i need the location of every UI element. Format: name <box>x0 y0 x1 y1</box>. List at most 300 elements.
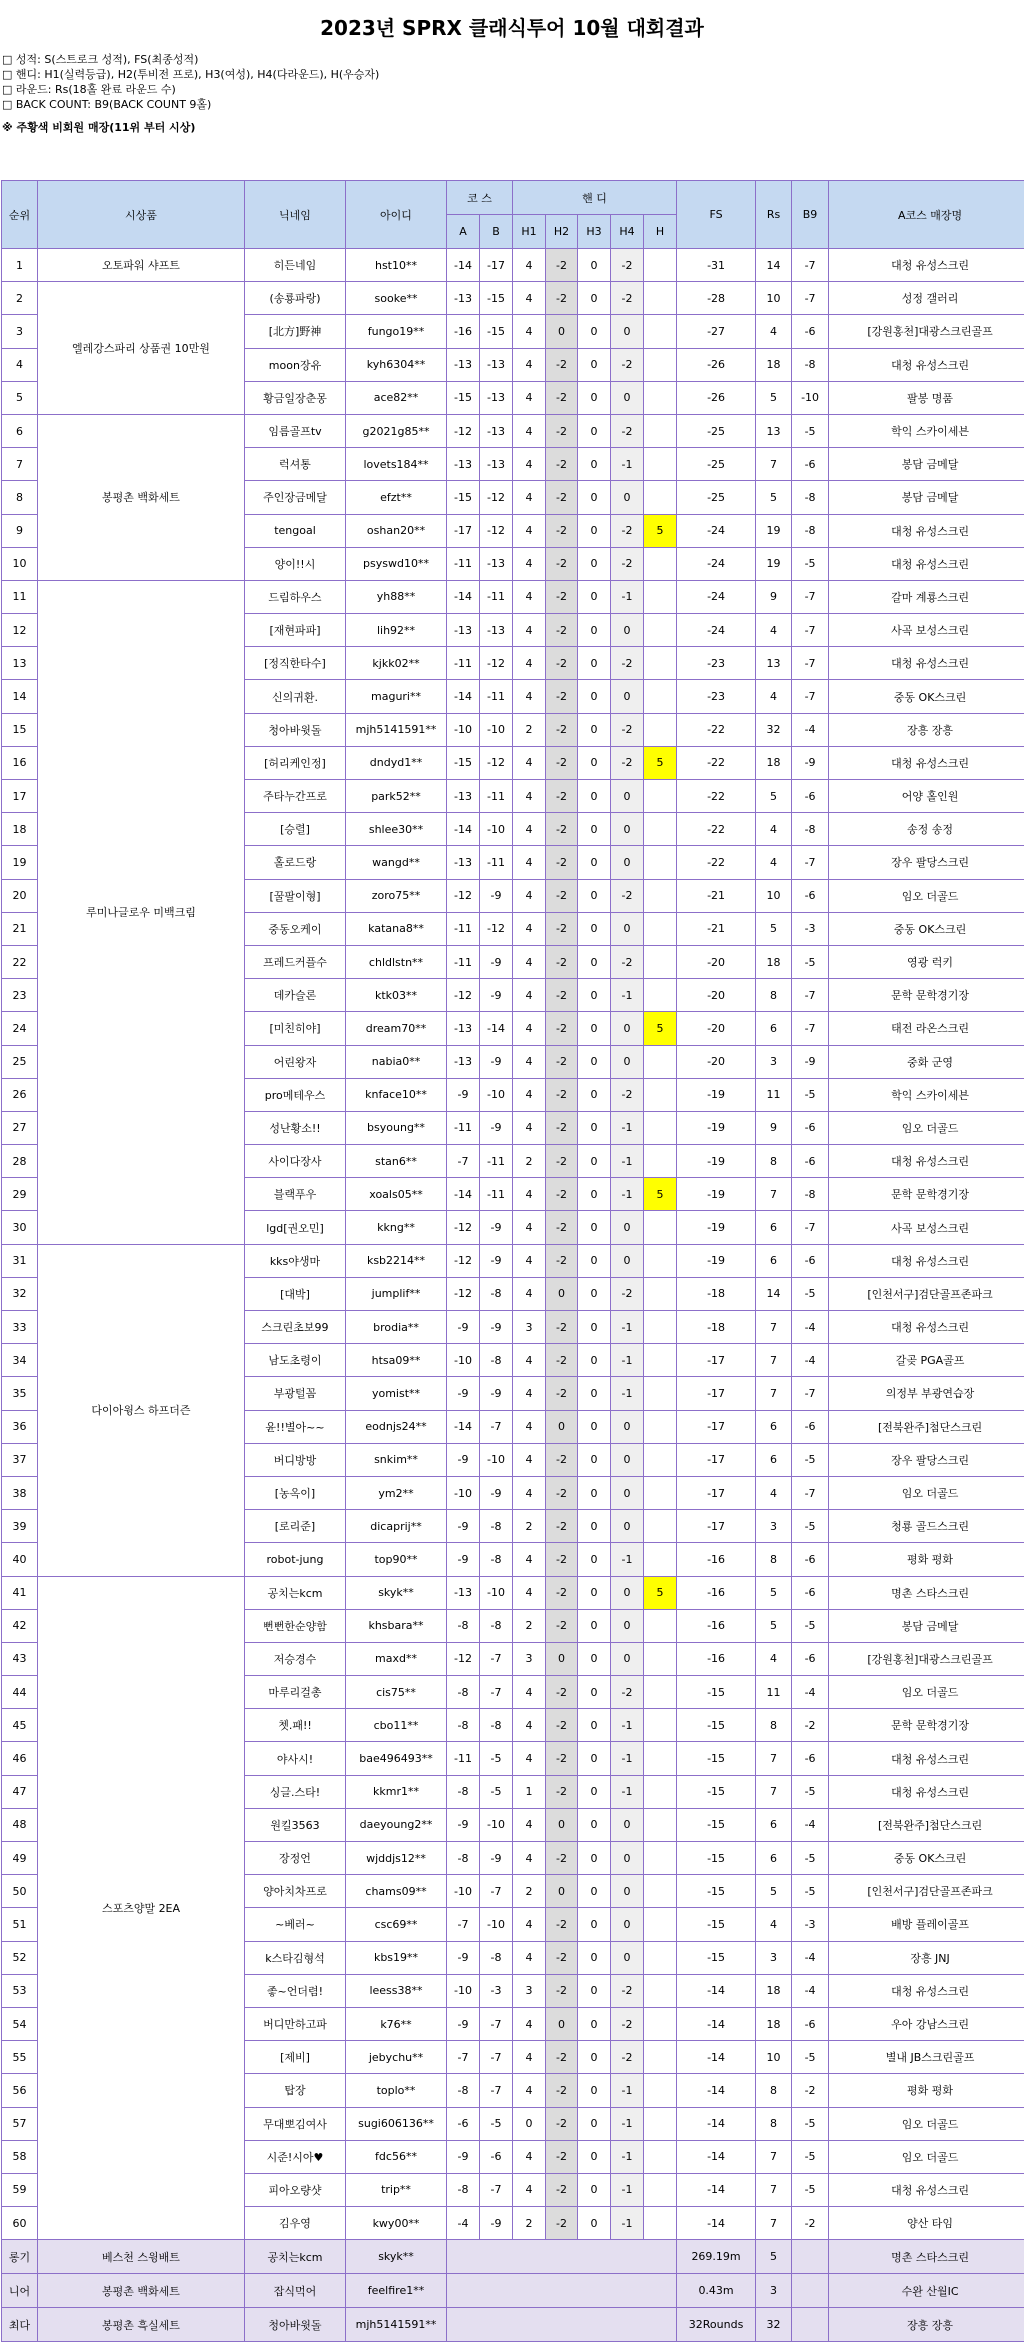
h4-cell: 0 <box>611 680 644 713</box>
h-cell: 5 <box>644 746 677 779</box>
rs-cell: 8 <box>756 1145 792 1178</box>
store-cell: 대청 유성스크린 <box>829 746 1024 779</box>
a-cell: -14 <box>447 249 480 282</box>
rs-cell: 7 <box>756 2173 792 2206</box>
nick-cell: 히든네임 <box>245 249 346 282</box>
h1-cell: 4 <box>513 481 546 514</box>
fs-cell: -18 <box>677 1311 756 1344</box>
b-cell: -8 <box>480 1277 513 1310</box>
h-cell <box>644 348 677 381</box>
h4-cell: 0 <box>611 481 644 514</box>
a-cell: -15 <box>447 746 480 779</box>
rank-cell: 43 <box>2 1642 38 1675</box>
id-cell: chams09** <box>346 1875 447 1908</box>
a-cell: -12 <box>447 1277 480 1310</box>
h1-cell: 4 <box>513 1111 546 1144</box>
award-prize-cell: 베스천 스윙배트 <box>38 2240 245 2274</box>
a-cell: -16 <box>447 315 480 348</box>
h-cell <box>644 2207 677 2240</box>
rank-cell: 29 <box>2 1178 38 1211</box>
h2-cell: -2 <box>546 1510 578 1543</box>
rs-cell: 14 <box>756 1277 792 1310</box>
b9-cell: -4 <box>792 713 829 746</box>
h3-cell: 0 <box>578 1709 611 1742</box>
h1-cell: 4 <box>513 1543 546 1576</box>
award-id-cell: skyk** <box>346 2240 447 2274</box>
h3-cell: 0 <box>578 614 611 647</box>
nick-cell: 남도초령이 <box>245 1344 346 1377</box>
a-cell: -15 <box>447 381 480 414</box>
fs-cell: -14 <box>677 2140 756 2173</box>
b9-cell: -6 <box>792 1576 829 1609</box>
nick-cell: [제비] <box>245 2041 346 2074</box>
store-cell: 갈곶 PGA골프 <box>829 1344 1024 1377</box>
fs-cell: -31 <box>677 249 756 282</box>
rank-cell: 57 <box>2 2107 38 2140</box>
b9-cell: -7 <box>792 1476 829 1509</box>
h-cell <box>644 780 677 813</box>
h3-cell: 0 <box>578 2207 611 2240</box>
id-cell: bae496493** <box>346 1742 447 1775</box>
a-cell: -9 <box>447 2140 480 2173</box>
fs-cell: -14 <box>677 2041 756 2074</box>
store-cell: [인천서구]검단골프존파크 <box>829 1277 1024 1310</box>
h3-cell: 0 <box>578 1742 611 1775</box>
nick-cell: [허리케인정] <box>245 746 346 779</box>
store-cell: 장우 팔당스크린 <box>829 1443 1024 1476</box>
nick-cell: [꿀팔이형] <box>245 879 346 912</box>
a-cell: -13 <box>447 846 480 879</box>
header-h2: H2 <box>546 215 578 249</box>
b9-cell: -8 <box>792 348 829 381</box>
header-rs: Rs <box>756 181 792 249</box>
fs-cell: -25 <box>677 414 756 447</box>
h3-cell: 0 <box>578 348 611 381</box>
rank-cell: 54 <box>2 2007 38 2040</box>
rs-cell: 5 <box>756 780 792 813</box>
h2-cell: 0 <box>546 1875 578 1908</box>
b9-cell: -5 <box>792 945 829 978</box>
prize-cell: 스포츠양말 2EA <box>38 1576 245 2240</box>
h4-cell: -2 <box>611 1277 644 1310</box>
h3-cell: 0 <box>578 1476 611 1509</box>
store-cell: 대청 유성스크린 <box>829 547 1024 580</box>
b-cell: -9 <box>480 979 513 1012</box>
a-cell: -12 <box>447 1642 480 1675</box>
h-cell <box>644 1078 677 1111</box>
h2-cell: -2 <box>546 879 578 912</box>
store-cell: 장우 팔당스크린 <box>829 846 1024 879</box>
h1-cell: 3 <box>513 1311 546 1344</box>
b-cell: -8 <box>480 1510 513 1543</box>
h2-cell: -2 <box>546 348 578 381</box>
rs-cell: 7 <box>756 1344 792 1377</box>
store-cell: 태전 라온스크린 <box>829 1012 1024 1045</box>
h4-cell: -2 <box>611 945 644 978</box>
store-cell: 사곡 보성스크린 <box>829 614 1024 647</box>
rank-cell: 52 <box>2 1941 38 1974</box>
id-cell: ktk03** <box>346 979 447 1012</box>
table-row <box>2 580 1024 613</box>
b-cell: -11 <box>480 580 513 613</box>
h4-cell: 0 <box>611 1045 644 1078</box>
a-cell: -12 <box>447 414 480 447</box>
h1-cell: 4 <box>513 746 546 779</box>
nick-cell: 주타누간프로 <box>245 780 346 813</box>
fs-cell: -17 <box>677 1344 756 1377</box>
fs-cell: -22 <box>677 780 756 813</box>
b-cell: -9 <box>480 945 513 978</box>
b9-cell: -2 <box>792 2074 829 2107</box>
nick-cell: [승렬] <box>245 813 346 846</box>
h2-cell: -2 <box>546 2173 578 2206</box>
h2-cell: -2 <box>546 1443 578 1476</box>
h4-cell: -2 <box>611 2007 644 2040</box>
h3-cell: 0 <box>578 282 611 315</box>
h-cell <box>644 249 677 282</box>
rank-cell: 28 <box>2 1145 38 1178</box>
nick-cell: 프레드커플수 <box>245 945 346 978</box>
h-cell <box>644 1510 677 1543</box>
h3-cell: 0 <box>578 912 611 945</box>
rank-cell: 8 <box>2 481 38 514</box>
rs-cell: 6 <box>756 1410 792 1443</box>
rs-cell: 4 <box>756 1642 792 1675</box>
b-cell: -12 <box>480 481 513 514</box>
store-cell: [강원홍천]대광스크린골프 <box>829 1642 1024 1675</box>
fs-cell: -19 <box>677 1111 756 1144</box>
h4-cell: -1 <box>611 1742 644 1775</box>
id-cell: kkng** <box>346 1211 447 1244</box>
nick-cell: 버디방방 <box>245 1443 346 1476</box>
rs-cell: 13 <box>756 647 792 680</box>
id-cell: daeyoung2** <box>346 1808 447 1841</box>
h-cell <box>644 1875 677 1908</box>
fs-cell: -22 <box>677 846 756 879</box>
note-highlight: ※ 주황색 비회원 매장(11위 부터 시상) <box>2 120 1024 135</box>
h3-cell: 0 <box>578 1808 611 1841</box>
id-cell: lovets184** <box>346 448 447 481</box>
b-cell: -9 <box>480 879 513 912</box>
id-cell: zoro75** <box>346 879 447 912</box>
id-cell: shlee30** <box>346 813 447 846</box>
h3-cell: 0 <box>578 2173 611 2206</box>
b9-cell: -5 <box>792 1775 829 1808</box>
b9-cell: -5 <box>792 2173 829 2206</box>
table-row <box>2 414 1024 447</box>
nick-cell: 쳇.패!! <box>245 1709 346 1742</box>
b-cell: -8 <box>480 1543 513 1576</box>
rs-cell: 5 <box>756 1576 792 1609</box>
prize-cell: 루미나글로우 미백크림 <box>38 580 245 1244</box>
h-cell <box>644 580 677 613</box>
rank-cell: 1 <box>2 249 38 282</box>
b-cell: -10 <box>480 1808 513 1841</box>
h2-cell: -2 <box>546 2207 578 2240</box>
store-cell: 중동 OK스크린 <box>829 912 1024 945</box>
h4-cell: -1 <box>611 2140 644 2173</box>
h2-cell: -2 <box>546 1576 578 1609</box>
rs-cell: 18 <box>756 2007 792 2040</box>
rs-cell: 6 <box>756 1211 792 1244</box>
h-cell <box>644 481 677 514</box>
id-cell: kwy00** <box>346 2207 447 2240</box>
id-cell: eodnjs24** <box>346 1410 447 1443</box>
h1-cell: 4 <box>513 381 546 414</box>
b-cell: -6 <box>480 2140 513 2173</box>
id-cell: trip** <box>346 2173 447 2206</box>
rank-cell: 48 <box>2 1808 38 1841</box>
id-cell: xoals05** <box>346 1178 447 1211</box>
h3-cell: 0 <box>578 1311 611 1344</box>
store-cell: 대청 유성스크린 <box>829 1244 1024 1277</box>
h1-cell: 4 <box>513 1476 546 1509</box>
award-fs-cell: 269.19m <box>677 2240 756 2274</box>
b-cell: -9 <box>480 1111 513 1144</box>
id-cell: kkmr1** <box>346 1775 447 1808</box>
h4-cell: 0 <box>611 1808 644 1841</box>
note-line: □ BACK COUNT: B9(BACK COUNT 9홀) <box>2 97 1024 112</box>
award-blank-cell <box>792 2274 829 2308</box>
a-cell: -11 <box>447 945 480 978</box>
h3-cell: 0 <box>578 1277 611 1310</box>
h1-cell: 4 <box>513 547 546 580</box>
a-cell: -11 <box>447 547 480 580</box>
id-cell: knface10** <box>346 1078 447 1111</box>
a-cell: -14 <box>447 813 480 846</box>
a-cell: -8 <box>447 1709 480 1742</box>
h3-cell: 0 <box>578 514 611 547</box>
rs-cell: 18 <box>756 945 792 978</box>
b9-cell: -4 <box>792 1974 829 2007</box>
h-cell: 5 <box>644 1178 677 1211</box>
h3-cell: 0 <box>578 2107 611 2140</box>
h2-cell: -2 <box>546 2140 578 2173</box>
b9-cell: -6 <box>792 879 829 912</box>
h-cell <box>644 1443 677 1476</box>
h2-cell: -2 <box>546 2107 578 2140</box>
h3-cell: 0 <box>578 1377 611 1410</box>
rs-cell: 4 <box>756 1476 792 1509</box>
b9-cell: -6 <box>792 1145 829 1178</box>
page-title: 2023년 SPRX 클래식투어 10월 대회결과 <box>0 0 1024 52</box>
h-cell <box>644 1642 677 1675</box>
nick-cell: kks야생마 <box>245 1244 346 1277</box>
b-cell: -7 <box>480 1875 513 1908</box>
rs-cell: 7 <box>756 1178 792 1211</box>
b-cell: -14 <box>480 1012 513 1045</box>
a-cell: -13 <box>447 282 480 315</box>
nick-cell: 럭셔통 <box>245 448 346 481</box>
h2-cell: 0 <box>546 1642 578 1675</box>
fs-cell: -24 <box>677 514 756 547</box>
fs-cell: -15 <box>677 1908 756 1941</box>
header-prize: 시상품 <box>38 181 245 249</box>
rank-cell: 4 <box>2 348 38 381</box>
rs-cell: 6 <box>756 1808 792 1841</box>
a-cell: -13 <box>447 348 480 381</box>
h-cell: 5 <box>644 514 677 547</box>
b-cell: -15 <box>480 315 513 348</box>
a-cell: -11 <box>447 1742 480 1775</box>
nick-cell: k스타김형석 <box>245 1941 346 1974</box>
b9-cell: -7 <box>792 249 829 282</box>
header-h3: H3 <box>578 215 611 249</box>
h1-cell: 4 <box>513 514 546 547</box>
a-cell: -11 <box>447 1111 480 1144</box>
h2-cell: -2 <box>546 1709 578 1742</box>
a-cell: -10 <box>447 1974 480 2007</box>
b9-cell: -6 <box>792 1543 829 1576</box>
h3-cell: 0 <box>578 381 611 414</box>
fs-cell: -19 <box>677 1244 756 1277</box>
rank-cell: 58 <box>2 2140 38 2173</box>
header-h1: H1 <box>513 215 546 249</box>
prize-cell: 엘레강스파리 상품권 10만원 <box>38 282 245 415</box>
rank-cell: 45 <box>2 1709 38 1742</box>
h3-cell: 0 <box>578 2074 611 2107</box>
award-label-cell: 롱기 <box>2 2240 38 2274</box>
header-store: A코스 매장명 <box>829 181 1024 249</box>
b-cell: -8 <box>480 1344 513 1377</box>
nick-cell: 원킬3563 <box>245 1808 346 1841</box>
id-cell: toplo** <box>346 2074 447 2107</box>
h4-cell: -2 <box>611 1078 644 1111</box>
store-cell: 임오 더골드 <box>829 879 1024 912</box>
b9-cell: -9 <box>792 1045 829 1078</box>
h1-cell: 4 <box>513 2041 546 2074</box>
h1-cell: 4 <box>513 1012 546 1045</box>
h-cell: 5 <box>644 1012 677 1045</box>
rank-cell: 36 <box>2 1410 38 1443</box>
id-cell: lih92** <box>346 614 447 647</box>
a-cell: -9 <box>447 1543 480 1576</box>
store-cell: 중동 OK스크린 <box>829 680 1024 713</box>
h-cell <box>644 1676 677 1709</box>
nick-cell: 야사시! <box>245 1742 346 1775</box>
a-cell: -10 <box>447 1344 480 1377</box>
h1-cell: 2 <box>513 713 546 746</box>
store-cell: 대청 유성스크린 <box>829 348 1024 381</box>
b-cell: -9 <box>480 1311 513 1344</box>
h4-cell: -2 <box>611 647 644 680</box>
fs-cell: -15 <box>677 1875 756 1908</box>
h1-cell: 2 <box>513 1510 546 1543</box>
h2-cell: -2 <box>546 448 578 481</box>
b-cell: -13 <box>480 448 513 481</box>
id-cell: kyh6304** <box>346 348 447 381</box>
rs-cell: 5 <box>756 1875 792 1908</box>
nick-cell: 사이다장사 <box>245 1145 346 1178</box>
id-cell: cbo11** <box>346 1709 447 1742</box>
a-cell: -14 <box>447 1178 480 1211</box>
rs-cell: 7 <box>756 1311 792 1344</box>
award-fs-cell: 0.43m <box>677 2274 756 2308</box>
id-cell: dicaprij** <box>346 1510 447 1543</box>
store-cell: 문학 문학경기장 <box>829 1178 1024 1211</box>
rank-cell: 9 <box>2 514 38 547</box>
rs-cell: 8 <box>756 1709 792 1742</box>
h4-cell: -2 <box>611 547 644 580</box>
rs-cell: 4 <box>756 846 792 879</box>
h-cell <box>644 1808 677 1841</box>
h4-cell: 0 <box>611 813 644 846</box>
h-cell <box>644 1211 677 1244</box>
id-cell: jumplif** <box>346 1277 447 1310</box>
rs-cell: 5 <box>756 1609 792 1642</box>
h-cell <box>644 1974 677 2007</box>
b-cell: -10 <box>480 1443 513 1476</box>
rs-cell: 8 <box>756 2107 792 2140</box>
h2-cell: -2 <box>546 249 578 282</box>
h1-cell: 3 <box>513 1642 546 1675</box>
h-cell <box>644 1775 677 1808</box>
h4-cell: -1 <box>611 1145 644 1178</box>
nick-cell: 중동오케이 <box>245 912 346 945</box>
nick-cell: 성난황소!! <box>245 1111 346 1144</box>
h3-cell: 0 <box>578 1941 611 1974</box>
h-cell <box>644 2107 677 2140</box>
b9-cell: -5 <box>792 1277 829 1310</box>
h-cell <box>644 1609 677 1642</box>
h4-cell: 0 <box>611 846 644 879</box>
nick-cell: [농옥이] <box>245 1476 346 1509</box>
fs-cell: -16 <box>677 1543 756 1576</box>
store-cell: 대청 유성스크린 <box>829 249 1024 282</box>
store-cell: 대청 유성스크린 <box>829 1775 1024 1808</box>
nick-cell: 임름골프tv <box>245 414 346 447</box>
h2-cell: -2 <box>546 1908 578 1941</box>
header-nickname: 닉네임 <box>245 181 346 249</box>
a-cell: -13 <box>447 448 480 481</box>
h4-cell: 0 <box>611 1410 644 1443</box>
h-cell <box>644 414 677 447</box>
h1-cell: 4 <box>513 1676 546 1709</box>
rs-cell: 10 <box>756 879 792 912</box>
b9-cell: -4 <box>792 1311 829 1344</box>
h1-cell: 4 <box>513 1344 546 1377</box>
store-cell: 양산 타임 <box>829 2207 1024 2240</box>
award-blank-cell <box>447 2274 677 2308</box>
h1-cell: 4 <box>513 1410 546 1443</box>
rs-cell: 19 <box>756 547 792 580</box>
h3-cell: 0 <box>578 1145 611 1178</box>
b-cell: -9 <box>480 1377 513 1410</box>
award-nick-cell: 잡식먹어 <box>245 2274 346 2308</box>
b9-cell: -6 <box>792 780 829 813</box>
a-cell: -13 <box>447 1576 480 1609</box>
rank-cell: 42 <box>2 1609 38 1642</box>
store-cell: 우아 강남스크린 <box>829 2007 1024 2040</box>
b-cell: -12 <box>480 647 513 680</box>
store-cell: 학익 스카이세븐 <box>829 1078 1024 1111</box>
h-cell <box>644 846 677 879</box>
award-id-cell: mjh5141591** <box>346 2308 447 2342</box>
a-cell: -8 <box>447 2173 480 2206</box>
rs-cell: 13 <box>756 414 792 447</box>
h3-cell: 0 <box>578 1410 611 1443</box>
b9-cell: -6 <box>792 448 829 481</box>
b9-cell: -5 <box>792 2107 829 2140</box>
rank-cell: 47 <box>2 1775 38 1808</box>
nick-cell: 데카슬론 <box>245 979 346 1012</box>
b-cell: -8 <box>480 1709 513 1742</box>
h-cell <box>644 647 677 680</box>
b-cell: -9 <box>480 1842 513 1875</box>
h2-cell: -2 <box>546 2041 578 2074</box>
fs-cell: -22 <box>677 713 756 746</box>
b9-cell: -8 <box>792 514 829 547</box>
